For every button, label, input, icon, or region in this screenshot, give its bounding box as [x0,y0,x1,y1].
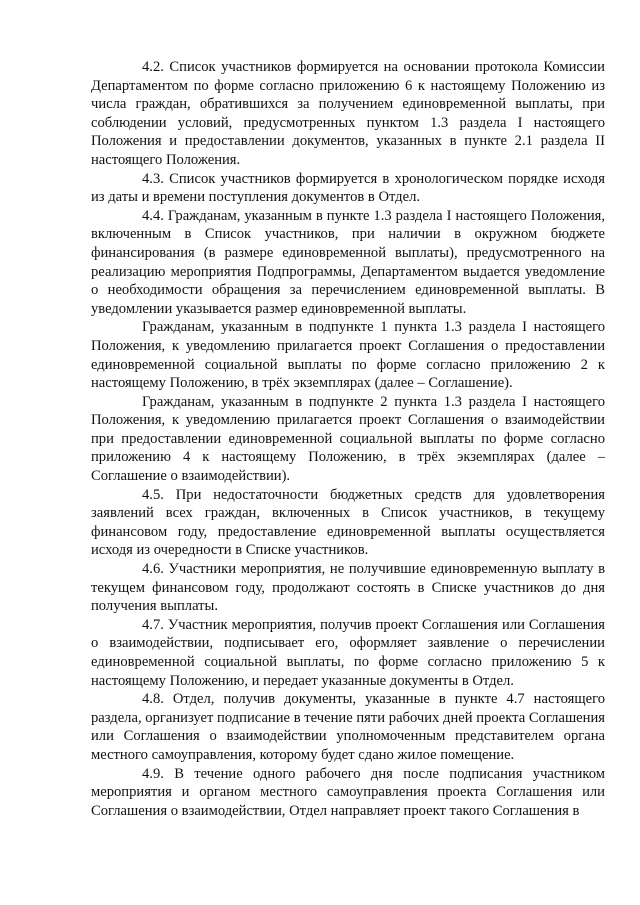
paragraph-4-5: 4.5. При недостаточности бюджетных средств для удовлетворения заявлений всех граждан, включенных в Список участников, в текущему финансовом году, предоставление единовременной выплаты осуществляется исходя из очередности в Списке участников. [91,486,605,559]
paragraph-4-4-subpoint-1: Гражданам, указанным в подпункте 1 пункта 1.3 раздела I настоящего Положения, к уведомлению прилагается проект Соглашения о предоставлении единовременной социальной выплаты по форме согласно приложению 2 к настоящему Положению, в трёх экземплярах (далее – Соглашение). [91,319,605,392]
document-page [91,58,605,820]
paragraph-4-4-subpoint-2: Гражданам, указанным в подпункте 2 пункта 1.3 раздела I настоящего Положения, к уведомлению прилагается проект Соглашения о взаимодействии при предоставлении единовременной социальной выплаты по форме согласно приложению 4 к настоящему Положению, в трёх экземплярах (далее – Соглашение о взаимодействии). [91,393,605,485]
paragraph-4-2: 4.2. Список участников формируется на основании протокола Комиссии Департаментом по форме согласно приложению 6 к настоящему Положению из числа граждан, обратившихся за получением единовременной выплаты, при соблюдении условий, предусмотренных пунктом 1.3 раздела I настоящего Положения и предоставлении документов, указанных в пункте 2.1 раздела II настоящего Положения. [91,59,605,168]
paragraph-4-9: 4.9. В течение одного рабочего дня после подписания участником мероприятия и органом местного самоуправления проекта Соглашения или Соглашения о взаимодействии, Отдел направляет проект такого Соглашения в [91,765,605,819]
paragraph-4-8: 4.8. Отдел, получив документы, указанные в пункте 4.7 настоящего раздела, организует подписание в течение пяти рабочих дней проекта Соглашения или Соглашения о взаимодействии уполномоченным представителем органа местного самоуправления, которому будет сдано жилое помещение. [91,691,605,763]
paragraph-4-3: 4.3. Список участников формируется в хронологическом порядке исходя из даты и времени поступления документов в Отдел. [91,170,605,206]
paragraph-4-7: 4.7. Участник мероприятия, получив проект Соглашения или Соглашения о взаимодействии, подписывает его, оформляет заявление о перечислении единовременной социальной выплаты, по форме согласно приложению 5 к настоящему Положению, и передает указанные документы в Отдел. [91,616,605,689]
paragraph-4-6: 4.6. Участники мероприятия, не получившие единовременную выплату в текущем финансовом году, продолжают состоять в Списке участников до дня получения выплаты. [91,561,605,615]
paragraph-4-4: 4.4. Гражданам, указанным в пункте 1.3 раздела I настоящего Положения, включенным в Список участников, при наличии в окружном бюджете финансирования (в размере единовременной выплаты), предусмотренного на реализацию мероприятия Подпрограммы, Департаментом выдается уведомление о необходимости обращения за перечислением единовременной выплаты. В уведомлении указывается размер единовременной выплаты. [91,207,605,317]
